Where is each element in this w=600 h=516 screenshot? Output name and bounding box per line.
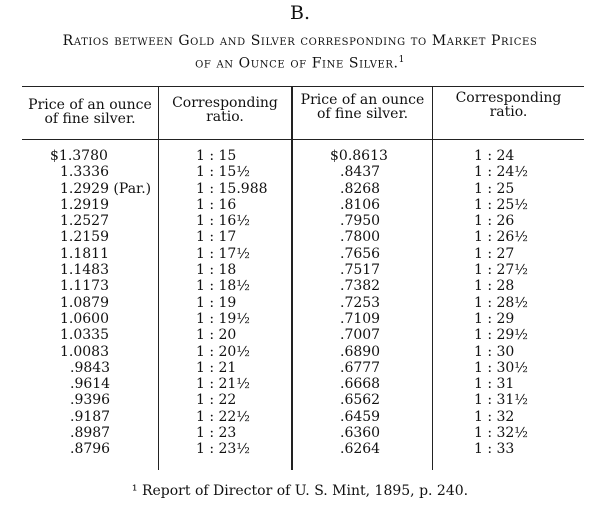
table-cell: 1 : 33 bbox=[474, 441, 515, 458]
table-cell: 1.1173 bbox=[60, 278, 109, 295]
table-cell: $1.3780 bbox=[50, 148, 108, 164]
table-cell: 1 : 32 bbox=[474, 408, 515, 425]
table-cell: 1 : 17 bbox=[196, 229, 237, 246]
table-cell: 1 : 16 bbox=[196, 196, 237, 213]
table-cell: .9843 bbox=[70, 359, 111, 376]
table-top-rule bbox=[22, 86, 584, 87]
table-cell: 1.0879 bbox=[60, 294, 109, 311]
table-cell: .8437 bbox=[340, 164, 381, 181]
table-cell: .6264 bbox=[340, 441, 381, 458]
table-cell: 1 : 18½ bbox=[196, 278, 250, 295]
table-cell: .9614 bbox=[70, 376, 111, 393]
table-cell: 1 : 23 bbox=[196, 425, 237, 442]
header-ratio-right: Corresponding ratio. bbox=[455, 90, 562, 120]
table-cell: 1.3336 bbox=[60, 164, 109, 181]
table-cell: 1 : 28 bbox=[474, 278, 515, 295]
table-cell: 1 : 19½ bbox=[196, 310, 250, 327]
table-cell: 1 : 25 bbox=[474, 180, 515, 197]
table-cell: 1 : 32½ bbox=[474, 425, 528, 442]
table-cell: 1 : 22 bbox=[196, 392, 237, 409]
left-ratio-column bbox=[196, 148, 268, 458]
title-line-2: of an Ounce of Fine Silver.$^1$ bbox=[195, 55, 405, 72]
table-cell: 1 : 23½ bbox=[196, 441, 250, 458]
footnote: ¹ Report of Director of U. S. Mint, 1895, p. 240. bbox=[131, 483, 469, 499]
table-cell: 1 : 29½ bbox=[474, 327, 528, 344]
table-cell: .7656 bbox=[340, 245, 381, 262]
column-divider-1 bbox=[158, 86, 159, 470]
section-letter: B. bbox=[289, 2, 310, 24]
table-cell: 1 : 27½ bbox=[474, 262, 528, 279]
table-cell: 1.2159 bbox=[60, 229, 109, 246]
table-cell: 1.2527 bbox=[60, 213, 109, 230]
table-cell: 1 : 19 bbox=[196, 294, 237, 311]
table-cell: .8106 bbox=[340, 196, 381, 213]
right-ratio-column bbox=[474, 148, 528, 458]
right-price-column bbox=[330, 148, 388, 458]
table-cell: .7517 bbox=[340, 262, 381, 279]
table-cell: 1 : 15 bbox=[196, 148, 237, 164]
table-cell: .6777 bbox=[340, 359, 381, 376]
table-cell: 1 : 20½ bbox=[196, 343, 250, 360]
header-price-left: Price of an ounce of fine silver. bbox=[28, 97, 152, 127]
table-cell: 1 : 15.988 bbox=[196, 180, 268, 197]
table-cell: 1 : 31½ bbox=[474, 392, 528, 409]
table-cell: .7007 bbox=[340, 327, 381, 344]
table-cell: .7253 bbox=[340, 294, 381, 311]
table-cell: .7800 bbox=[340, 229, 381, 246]
table-cell: 1 : 16½ bbox=[196, 213, 250, 230]
table-cell: 1 : 18 bbox=[196, 262, 237, 279]
table-cell: .7109 bbox=[340, 310, 381, 327]
table-cell: 1.0335 bbox=[60, 327, 109, 344]
header-ratio-left: Corresponding ratio. bbox=[172, 95, 278, 125]
table-cell: 1 : 29 bbox=[474, 310, 515, 327]
table-cell: .6890 bbox=[340, 343, 381, 360]
header-price-right: Price of an ounce of fine silver. bbox=[300, 92, 425, 122]
table-cell: 1 : 26 bbox=[474, 213, 515, 230]
table-cell: .7382 bbox=[340, 278, 381, 295]
table-cell: 1.0083 bbox=[60, 343, 109, 360]
table-cell: .6360 bbox=[340, 425, 381, 442]
table-cell: .9396 bbox=[70, 392, 111, 409]
table-cell: $0.8613 bbox=[330, 148, 388, 164]
title-footnote-mark: 1 bbox=[398, 55, 405, 65]
table-cell: .9187 bbox=[70, 408, 111, 425]
table-cell: 1 : 15½ bbox=[196, 164, 250, 181]
column-divider-3 bbox=[432, 86, 433, 470]
table-cell: 1 : 24 bbox=[474, 148, 515, 164]
table-cell: 1.1811 bbox=[60, 245, 109, 262]
left-price-column bbox=[50, 148, 151, 458]
title-line-1: Ratios between Gold and Silver corresponding to Market Prices bbox=[62, 33, 538, 49]
header-bottom-rule bbox=[22, 139, 584, 140]
table-cell: 1 : 30½ bbox=[474, 359, 528, 376]
column-divider-2 bbox=[291, 86, 293, 470]
table-cell: 1.1483 bbox=[60, 262, 109, 279]
table-cell: .8987 bbox=[70, 425, 111, 442]
table-cell: 1 : 21½ bbox=[196, 376, 250, 393]
table-cell: 1.0600 bbox=[60, 310, 109, 327]
table-cell: .6459 bbox=[340, 408, 381, 425]
table-cell: 1 : 27 bbox=[474, 245, 515, 262]
table-title bbox=[0, 32, 600, 74]
table-cell: 1 : 26½ bbox=[474, 229, 528, 246]
table-cell: .8796 bbox=[70, 441, 111, 458]
table-cell: 1 : 31 bbox=[474, 376, 515, 393]
table-cell: 1 : 25½ bbox=[474, 196, 528, 213]
table-cell: .6668 bbox=[340, 376, 381, 393]
table-cell: 1.2929 (Par.) bbox=[60, 180, 152, 197]
table-cell: 1 : 17½ bbox=[196, 245, 250, 262]
table-cell: 1 : 24½ bbox=[474, 164, 528, 181]
table-cell: 1 : 22½ bbox=[196, 408, 250, 425]
table-cell: 1 : 30 bbox=[474, 343, 515, 360]
table-cell: .6562 bbox=[340, 392, 381, 409]
table-cell: 1 : 21 bbox=[196, 359, 237, 376]
table-cell: 1 : 20 bbox=[196, 327, 237, 344]
table-cell: .7950 bbox=[340, 213, 381, 230]
table-cell: 1 : 28½ bbox=[474, 294, 528, 311]
table-cell: 1.2919 bbox=[60, 196, 109, 213]
table-cell: .8268 bbox=[340, 180, 381, 197]
